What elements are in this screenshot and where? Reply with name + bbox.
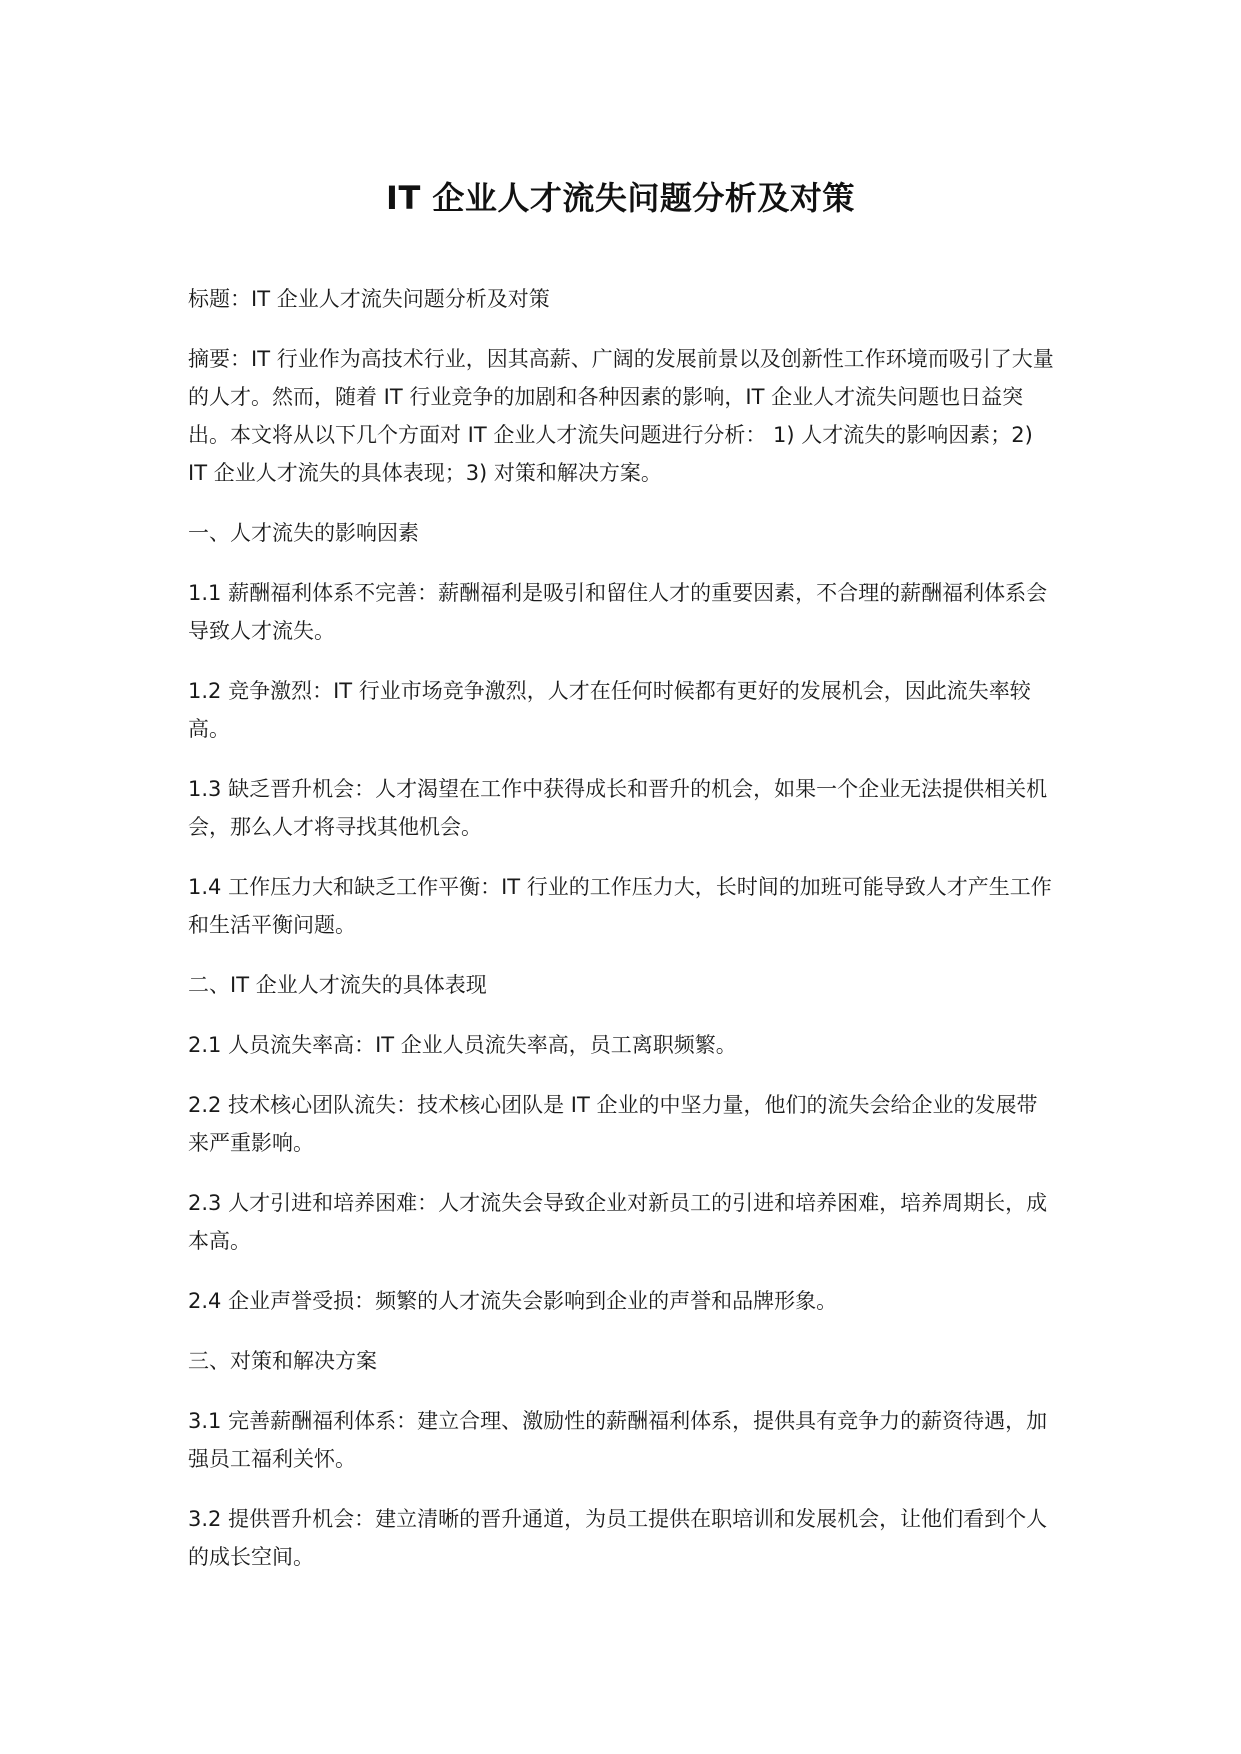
section-heading-1: 一、人才流失的影响因素	[188, 521, 419, 545]
document-title: IT 企业人才流失问题分析及对策	[386, 179, 855, 217]
section-heading-2: 二、IT 企业人才流失的具体表现	[188, 973, 487, 997]
paragraph-3-2: 3.2 提供晋升机会：建立清晰的晋升通道，为员工提供在职培训和发展机会，让他们看到个人的成长空间。	[188, 1507, 1048, 1569]
paragraph-2-4: 2.4 企业声誉受损：频繁的人才流失会影响到企业的声誉和品牌形象。	[188, 1289, 838, 1313]
paragraph-1-4: 1.4 工作压力大和缺乏工作平衡：IT 行业的工作压力大，长时间的加班可能导致人才产生工作和生活平衡问题。	[188, 875, 1052, 937]
paragraph-1-2: 1.2 竞争激烈：IT 行业市场竞争激烈，人才在任何时候都有更好的发展机会，因此流失率较高。	[188, 679, 1031, 741]
paragraph-2-2: 2.2 技术核心团队流失：技术核心团队是 IT 企业的中坚力量，他们的流失会给企业的发展带来严重影响。	[188, 1093, 1038, 1155]
paragraph-2-1: 2.1 人员流失率高：IT 企业人员流失率高，员工离职频繁。	[188, 1033, 737, 1057]
paragraph-heading-label: 标题：IT 企业人才流失问题分析及对策	[188, 287, 550, 311]
paragraph-3-1: 3.1 完善薪酬福利体系：建立合理、激励性的薪酬福利体系，提供具有竞争力的薪资待遇，加强员工福利关怀。	[188, 1409, 1048, 1471]
document-body	[188, 280, 1056, 1598]
paragraph-abstract: 摘要：IT 行业作为高技术行业，因其高薪、广阔的发展前景以及创新性工作环境而吸引了大量的人才。然而，随着 IT 行业竞争的加剧和各种因素的影响，IT 企业人才流失问题也日益突出。本文将从以下几个方面对 IT 企业人才流失问题进行分析： 1) 人才流失的影响因素；2) IT 企业人才流失的具体表现；3) 对策和解决方案。	[188, 347, 1054, 485]
paragraph-2-3: 2.3 人才引进和培养困难：人才流失会导致企业对新员工的引进和培养困难，培养周期长，成本高。	[188, 1191, 1048, 1253]
paragraph-1-3: 1.3 缺乏晋升机会：人才渴望在工作中获得成长和晋升的机会，如果一个企业无法提供相关机会，那么人才将寻找其他机会。	[188, 777, 1048, 839]
paragraph-1-1: 1.1 薪酬福利体系不完善：薪酬福利是吸引和留住人才的重要因素，不合理的薪酬福利体系会导致人才流失。	[188, 581, 1048, 643]
section-heading-3: 三、对策和解决方案	[188, 1349, 377, 1373]
